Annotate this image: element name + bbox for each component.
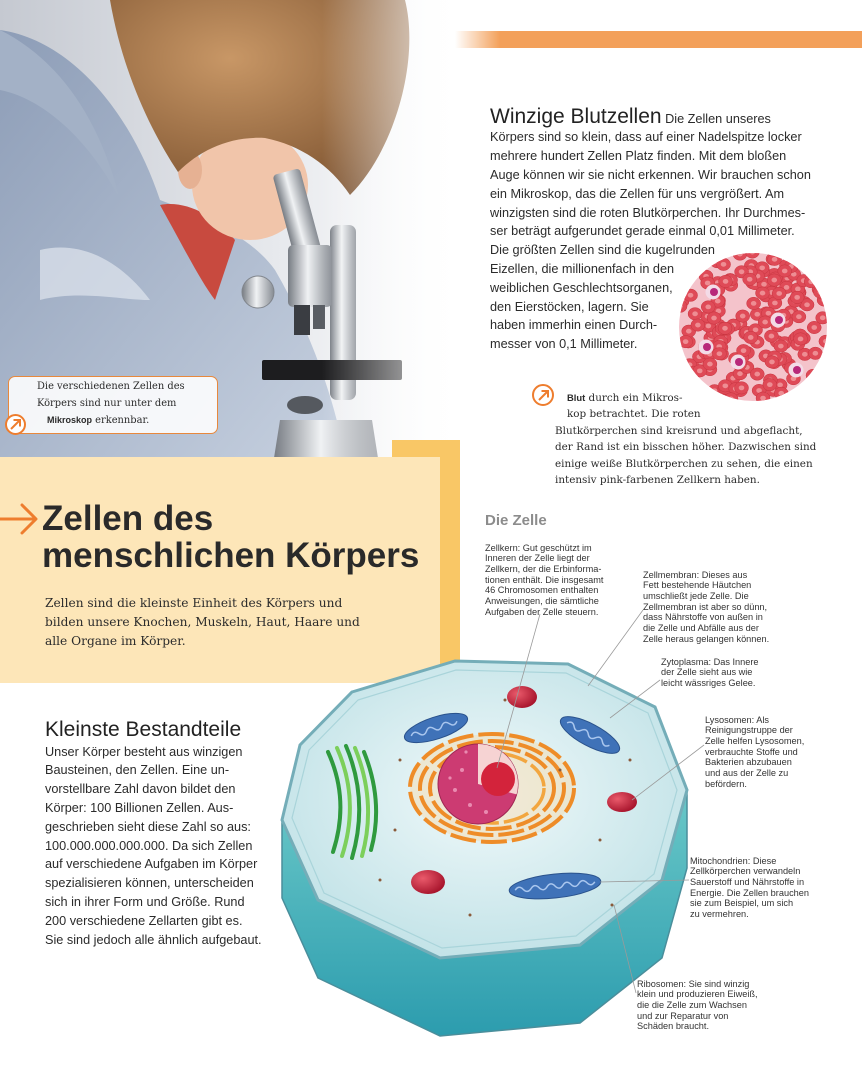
red-blood-cell	[790, 291, 804, 303]
white-blood-cell	[699, 340, 714, 355]
caption-line: Blutkörperchen sind kreisrund und abgeflacht,	[555, 424, 803, 437]
text-line: winzigsten sind die roten Blutkörperchen. Ihr Durchmes-	[490, 205, 806, 220]
label-line: Mitochondrien: Diese	[690, 855, 777, 866]
label-line: Zelle heraus gelangen können.	[643, 633, 770, 644]
label-line: Zellkern, der die Erbinforma-	[485, 564, 602, 574]
text-line: Körper: 100 Billionen Zellen. Aus-	[45, 800, 234, 815]
text-line: Eizellen, die millionenfach in den	[490, 261, 675, 276]
label-line: Zytoplasma: Das Innere	[661, 656, 759, 667]
red-blood-cell	[719, 275, 733, 287]
label-line: umschließt jede Zelle. Die	[643, 591, 749, 601]
red-blood-cell	[756, 287, 770, 299]
lysosome	[411, 870, 445, 894]
text-line: Körpers sind so klein, dass auf einer Nadelspitze locker	[490, 130, 802, 145]
page-title-line: menschlichen Körpers	[42, 536, 420, 575]
blood-cells-heading: Winzige Blutzellen	[490, 104, 662, 128]
text-line: Bausteinen, den Zellen. Eine un-	[45, 763, 230, 778]
red-blood-cell	[712, 348, 726, 360]
red-blood-cell	[750, 368, 764, 380]
red-blood-cell	[718, 322, 732, 334]
red-blood-cell	[772, 287, 786, 299]
label-line: zu vermehren.	[690, 909, 749, 920]
red-blood-cell	[794, 333, 808, 345]
photo-caption-line	[37, 412, 185, 429]
label-line: 46 Chromosomen enthalten	[485, 585, 599, 596]
caption-line: kop betrachtet. Die roten	[567, 408, 701, 421]
text-line: auf verschiedene Aufgaben im Körper	[45, 857, 258, 872]
page-title-line: Zellen des	[42, 499, 214, 538]
text-line: Auge können wir sie nicht erkennen. Wir brauchen schon	[490, 167, 811, 182]
caption-bold: Blut	[567, 391, 586, 403]
top-accent-bar	[455, 31, 862, 48]
label-line: verbrauchte Stoffe und	[705, 746, 798, 757]
red-blood-cell	[717, 258, 731, 270]
label-line: Zellmembran ist aber so dünn,	[643, 601, 768, 612]
red-blood-cell	[703, 358, 717, 370]
label-line: der Zelle sieht aus wie	[661, 667, 753, 678]
intro-line: alle Organe im Körper.	[45, 633, 186, 648]
text-line: haben immerhin einen Durch-	[490, 318, 658, 333]
text-line: Die größten Zellen sind die kugelrunden	[490, 243, 715, 258]
arrow-circle-icon	[5, 414, 26, 435]
label-line: Schäden braucht.	[637, 1021, 710, 1032]
label-zellmembran	[643, 570, 769, 645]
label-zellkern	[485, 543, 604, 618]
label-line: tionen enthält. Die insgesamt	[485, 574, 604, 585]
intro-line: bilden unsere Knochen, Muskeln, Haut, Haare und	[45, 614, 360, 629]
lysosome	[607, 792, 637, 812]
label-line: Zellkern: Gut geschützt im	[485, 542, 592, 553]
label-line: Energie. Die Zellen brauchen	[690, 887, 809, 898]
red-blood-cell	[807, 321, 821, 333]
photo-caption-bold: Mikroskop	[47, 415, 93, 425]
text-line: ser beträgt aufgerundet gerade einmal 0,01 Millimeter.	[490, 224, 795, 239]
label-line: und aus der Zelle zu	[705, 768, 789, 779]
white-blood-cell	[771, 313, 786, 328]
red-blood-cell	[679, 335, 693, 347]
nucleus	[438, 744, 518, 824]
label-line: Ribosomen: Sie sind winzig	[637, 978, 750, 989]
white-blood-cell	[789, 363, 804, 378]
red-blood-cell	[736, 310, 750, 322]
text-line	[490, 104, 811, 129]
lysosome	[507, 686, 537, 708]
label-line: und zur Reparatur von	[637, 1010, 729, 1021]
label-lysosomen	[705, 715, 804, 790]
red-blood-cell	[808, 347, 822, 359]
label-line: Fett bestehende Häutchen	[643, 580, 752, 591]
arrow-circle-icon	[532, 384, 554, 406]
blood-image-caption	[555, 390, 816, 489]
photo-caption-box	[8, 376, 218, 434]
text-line: spezialisieren können, unterscheiden	[45, 876, 254, 891]
label-line: Zellmembran: Dieses aus	[643, 569, 748, 580]
red-blood-cell	[684, 289, 698, 301]
red-blood-cell	[778, 265, 792, 277]
photo-caption-end: erkennbar.	[95, 415, 150, 426]
text-line: weiblichen Geschlechtsorganen,	[490, 280, 673, 295]
label-line: befördern.	[705, 778, 747, 789]
red-blood-cell	[744, 331, 758, 343]
red-blood-cell	[701, 301, 715, 313]
red-blood-cell	[758, 316, 772, 328]
caption-line: intensiv pink-farbenen Zellkern haben.	[555, 474, 760, 487]
red-blood-cell	[747, 297, 761, 309]
text-line: ein Mikroskop, das die Zellen für uns vergrößert. Am	[490, 186, 785, 201]
photo-caption	[37, 378, 185, 429]
label-line: klein und produzieren Eiweiß,	[637, 989, 758, 1000]
text-line: vorstellbare Zahl davon bildet den	[45, 782, 236, 797]
nucleolus	[481, 762, 515, 796]
label-line: Sauerstoff und Nährstoffe in	[690, 877, 805, 887]
text-line: Unser Körper besteht aus winzigen	[45, 744, 243, 759]
caption-line: einige weiße Blutkörperchen zu sehen, die einen	[555, 457, 813, 470]
red-blood-cell	[804, 275, 818, 287]
caption-line: der Rand ist ein bisschen höher. Dazwischen sind	[555, 441, 817, 454]
caption-line-part: durch ein Mikros-	[588, 391, 683, 404]
label-line: Anweisungen, die sämtliche	[485, 596, 599, 607]
label-line: Aufgaben der Zelle steuern.	[485, 606, 599, 617]
diagram-heading: Die Zelle	[485, 512, 547, 529]
white-blood-cell	[731, 355, 746, 370]
label-line: sie zum Beispiel, um sich	[690, 898, 794, 909]
label-line: Zelle helfen Lysosomen,	[705, 736, 805, 746]
caption-line	[555, 390, 816, 407]
intro-line: Zellen sind die kleinste Einheit des Körpers und	[45, 595, 343, 610]
label-line: leicht wässriges Gelee.	[661, 678, 756, 688]
text-line: 100.000.000.000.000. Da sich Zellen	[45, 838, 253, 853]
arrow-right-icon	[0, 500, 40, 540]
photo-caption-line: Körpers sind nur unter dem	[37, 398, 177, 409]
label-line: dass Nährstoffe von außen in	[643, 612, 763, 623]
red-blood-cell	[767, 274, 781, 286]
text-line: sich in ihrer Form und Größe. Rund	[45, 894, 245, 909]
red-blood-cell	[806, 369, 820, 381]
text-line: geschrieben sieht diese Zahl so aus:	[45, 819, 251, 834]
label-line: die Zelle und Abfälle aus der	[643, 623, 759, 634]
label-line: Zellkörperchen verwandeln	[690, 866, 801, 877]
text-line: den Eierstöcken, lagern. Sie	[490, 299, 649, 314]
red-blood-cell	[688, 308, 702, 320]
section-heading: Kleinste Bestandteile	[45, 718, 242, 741]
label-ribosomen	[637, 979, 758, 1033]
red-blood-cell	[813, 286, 827, 298]
red-blood-cell	[707, 312, 721, 324]
text-line: messer von 0,1 Millimeter.	[490, 337, 638, 352]
red-blood-cell	[765, 356, 779, 368]
photo-caption-line: Die verschiedenen Zellen des	[37, 381, 185, 392]
label-zytoplasma	[661, 657, 759, 689]
red-blood-cell	[792, 311, 806, 323]
blood-cells-image	[678, 252, 828, 402]
red-blood-cell	[691, 319, 705, 331]
label-line: Lysosomen: Als	[705, 714, 770, 725]
label-line: Reinigungstruppe der	[705, 725, 793, 736]
text-line: Sie sind jedoch alle ähnlich aufgebaut.	[45, 932, 262, 947]
red-blood-cell	[743, 273, 757, 285]
label-line: Inneren der Zelle liegt der	[485, 553, 590, 564]
red-blood-cell	[774, 340, 788, 352]
label-line: die die Zelle zum Wachsen	[637, 1000, 747, 1010]
label-mitochondrien	[690, 856, 809, 920]
label-line: Bakterien abzubauen	[705, 757, 792, 768]
text-line: 200 verschiedene Zellarten gibt es.	[45, 913, 243, 928]
section-text	[45, 743, 262, 950]
text-line: mehrere hundert Zellen Platz finden. Mit dem bloßen	[490, 149, 787, 164]
cell-diagram	[270, 540, 862, 1060]
red-blood-cell	[768, 253, 782, 265]
text-line-part: Die Zellen unseres	[665, 111, 771, 126]
white-blood-cell	[706, 285, 721, 300]
